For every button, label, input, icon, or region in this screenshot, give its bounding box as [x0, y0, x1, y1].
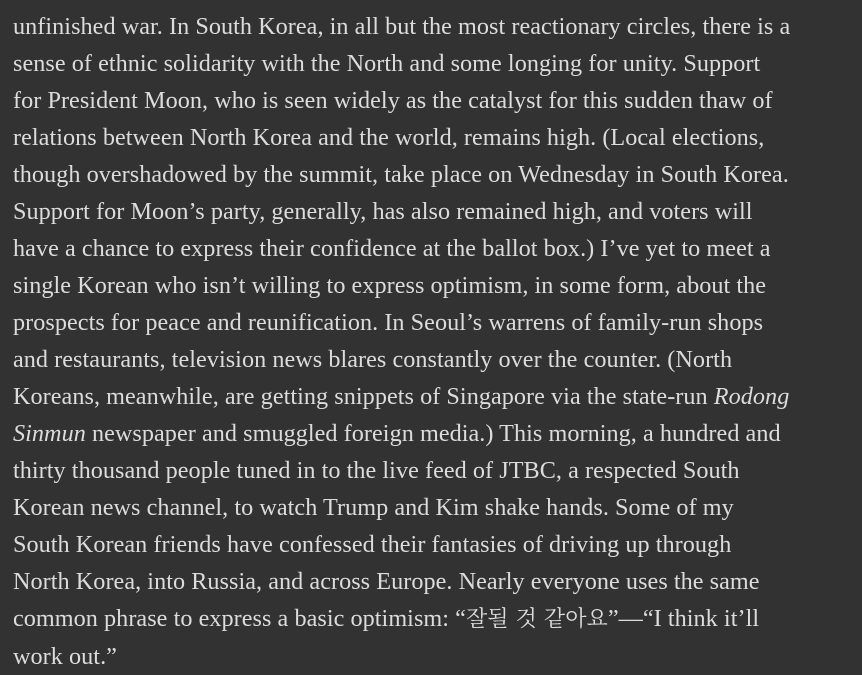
article-line [13, 45, 852, 82]
text-run: prospects for peace and reunification. In Seoul’s warrens of family-run shops [13, 309, 764, 336]
text-run: and restaurants, television news blares constantly over the counter. (North [13, 346, 733, 373]
article-line [13, 119, 852, 156]
text-run: single Korean who isn’t willing to express optimism, in some form, about the [13, 272, 767, 299]
article-line [13, 304, 852, 341]
article-line [13, 230, 852, 267]
article-line [13, 341, 852, 378]
text-run: Support for Moon’s party, generally, has also remained high, and voters will [13, 198, 753, 225]
text-run: South Korean friends have confessed their fantasies of driving up through [13, 531, 732, 558]
text-run: thirty thousand people tuned in to the live feed of JTBC, a respected South [13, 457, 740, 484]
article-line [13, 638, 852, 675]
article-line [13, 193, 852, 230]
text-run: unfinished war. In South Korea, in all but the most reactionary circles, there is a [13, 13, 791, 40]
text-run: sense of ethnic solidarity with the North and some longing for unity. Support [13, 50, 761, 77]
article-line [13, 8, 852, 45]
article-line [13, 415, 852, 452]
text-run: though overshadowed by the summit, take place on Wednesday in South Korea. [13, 161, 789, 188]
text-run: Koreans, meanwhile, are getting snippets of Singapore via the state-run [13, 383, 714, 410]
article-line [13, 267, 852, 304]
text-run: North Korea, into Russia, and across Europe. Nearly everyone uses the same [13, 568, 760, 595]
italic-publication-name: Rodong [713, 383, 790, 410]
korean-phrase: 잘될 것 같아요 [465, 607, 608, 632]
article-line [13, 378, 852, 415]
text-run: common phrase to express a basic optimism: “ [13, 605, 466, 632]
text-run: have a chance to express their confidence at the ballot box.) I’ve yet to meet a [13, 235, 771, 262]
article-line [13, 156, 852, 193]
text-run: ”—“I think it’ll [607, 605, 760, 632]
text-run: newspaper and smuggled foreign media.) This morning, a hundred and [85, 420, 781, 447]
italic-publication-name: Sinmun [13, 420, 86, 447]
article-line [13, 82, 852, 119]
article-line [13, 563, 852, 600]
text-run: work out.” [13, 643, 117, 670]
article-paragraph [13, 8, 852, 675]
article-line [13, 452, 852, 489]
article-line [13, 600, 852, 638]
text-run: Korean news channel, to watch Trump and Kim shake hands. Some of my [13, 494, 734, 521]
article-line [13, 489, 852, 526]
text-run: relations between North Korea and the world, remains high. (Local elections, [13, 124, 765, 151]
text-run: for President Moon, who is seen widely as the catalyst for this sudden thaw of [13, 87, 773, 114]
article-line [13, 526, 852, 563]
